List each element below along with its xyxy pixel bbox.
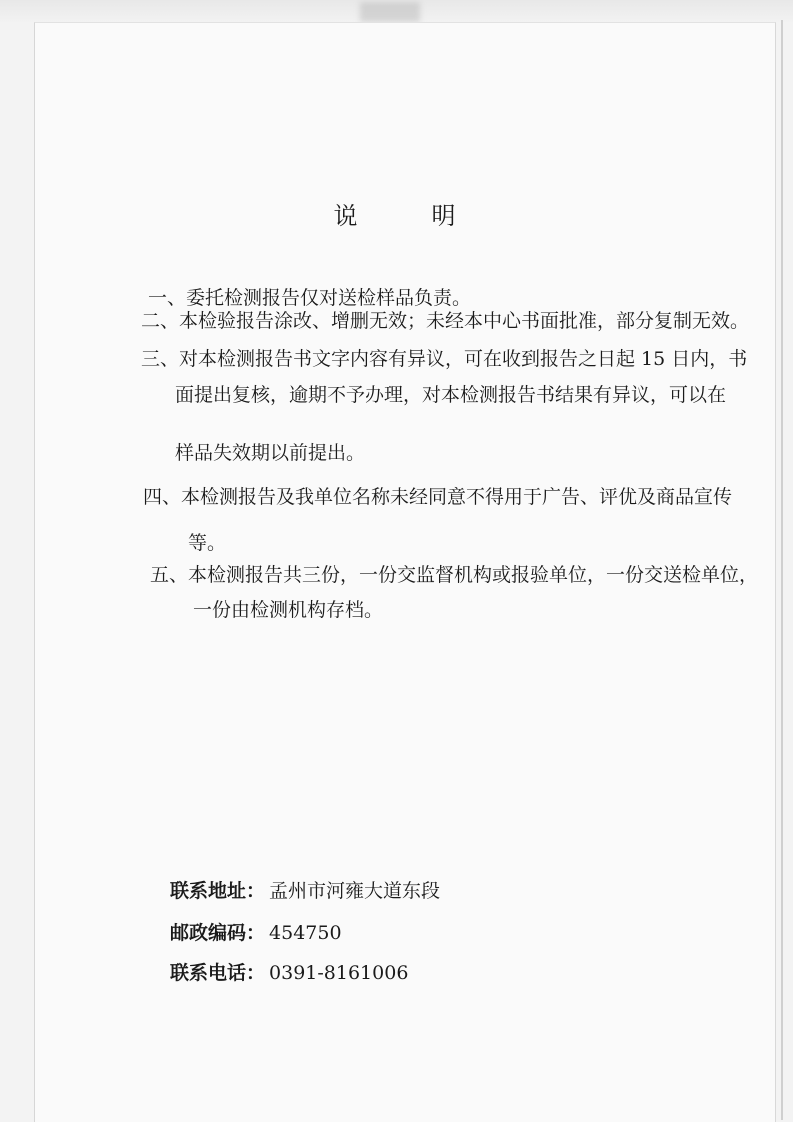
bleed-through-mark bbox=[360, 2, 420, 22]
notice-item-2: 二、本检验报告涂改、增删无效；未经本中心书面批准，部分复制无效。 bbox=[141, 310, 750, 332]
postcode-label: 邮政编码： bbox=[170, 922, 266, 944]
page-title bbox=[0, 196, 793, 231]
notice-item-5-cont: 一份由检测机构存档。 bbox=[193, 599, 384, 621]
phone-value: 0391-8161006 bbox=[269, 962, 409, 984]
contact-address bbox=[170, 876, 440, 903]
phone-label: 联系电话： bbox=[170, 962, 266, 984]
notice-item-4-cont: 等。 bbox=[188, 532, 227, 554]
title-char-2: 明 bbox=[431, 202, 460, 230]
notice-item-1: 一、委托检测报告仅对送检样品负责。 bbox=[148, 287, 472, 309]
contact-postcode bbox=[170, 918, 342, 945]
address-label: 联系地址： bbox=[170, 880, 266, 902]
address-value: 孟州市河雍大道东段 bbox=[269, 880, 441, 902]
notice-item-4: 四、本检测报告及我单位名称未经同意不得用于广告、评优及商品宣传 bbox=[143, 486, 733, 508]
paper-right-edge bbox=[781, 20, 783, 1120]
notice-item-3: 三、对本检测报告书文字内容有异议，可在收到报告之日起 15 日内，书 bbox=[141, 348, 748, 370]
contact-phone bbox=[170, 958, 408, 985]
notice-item-3-cont-2: 样品失效期以前提出。 bbox=[175, 442, 366, 464]
title-char-1: 说 bbox=[333, 202, 362, 230]
notice-item-3-cont-1: 面提出复核，逾期不予办理，对本检测报告书结果有异议，可以在 bbox=[175, 384, 727, 406]
postcode-value: 454750 bbox=[269, 922, 342, 944]
notice-item-5: 五、本检测报告共三份，一份交监督机构或报验单位，一份交送检单位， bbox=[150, 564, 759, 586]
